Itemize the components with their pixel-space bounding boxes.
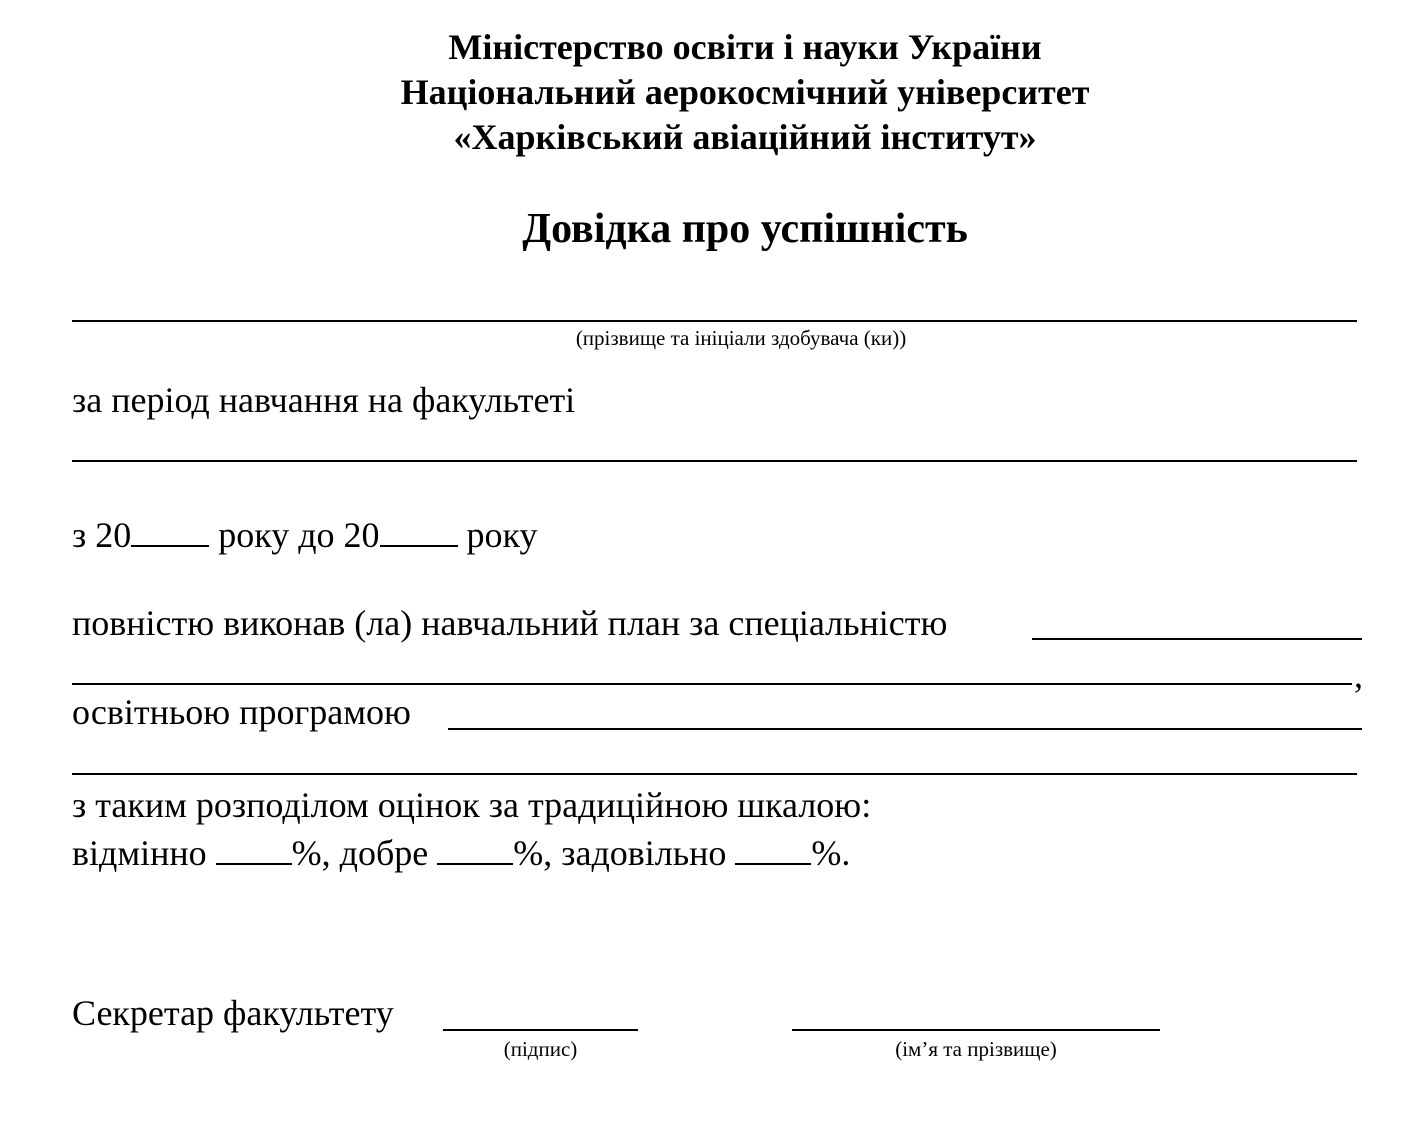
institute-name: «Харківський авіаційний інститут» [453, 117, 1037, 157]
specialty-field-continued[interactable] [72, 683, 1352, 685]
student-name-field[interactable] [72, 320, 1357, 322]
grades-intro: з таким розподілом оцінок за традиційною шкалою: [72, 785, 872, 825]
excellent-label: відмінно [72, 833, 216, 873]
document-title: Довідка про успішність [522, 206, 968, 252]
year-from-field[interactable] [131, 515, 209, 547]
program-field[interactable] [448, 728, 1362, 730]
good-label: %, добре [291, 833, 438, 873]
excellent-percent-field[interactable] [216, 833, 292, 865]
comma: , [1354, 655, 1363, 695]
secretary-label: Секретар факультету [72, 993, 394, 1033]
satisfactory-percent-field[interactable] [735, 833, 811, 865]
student-name-caption: (прізвище та ініціали здобувача (ки)) [575, 326, 907, 350]
signature-caption: (підпис) [503, 1037, 578, 1061]
satisfactory-label: %, задовільно [513, 833, 736, 873]
grades-end: %. [811, 833, 851, 873]
study-period [72, 515, 538, 555]
period-from-prefix: з 20 [72, 515, 132, 555]
signature-field[interactable] [443, 1029, 638, 1031]
faculty-field[interactable] [72, 460, 1357, 462]
faculty-label: за період навчання на факультеті [72, 380, 576, 420]
ministry-name: Міністерство освіти і науки України [448, 27, 1042, 67]
university-name: Національний аерокосмічний університет [400, 72, 1090, 112]
secretary-name-field[interactable] [792, 1029, 1160, 1031]
period-from-suffix: року до 20 [209, 515, 380, 555]
grades-distribution [72, 833, 850, 873]
program-label: освітньою програмою [72, 692, 411, 732]
year-to-field[interactable] [380, 515, 458, 547]
good-percent-field[interactable] [437, 833, 513, 865]
program-field-continued[interactable] [72, 773, 1357, 775]
secretary-name-caption: (імʼя та прізвище) [895, 1037, 1057, 1061]
specialty-field[interactable] [1032, 638, 1362, 640]
period-to-suffix: року [457, 515, 538, 555]
specialty-label: повністю виконав (ла) навчальний план за спеціальністю [72, 603, 948, 643]
